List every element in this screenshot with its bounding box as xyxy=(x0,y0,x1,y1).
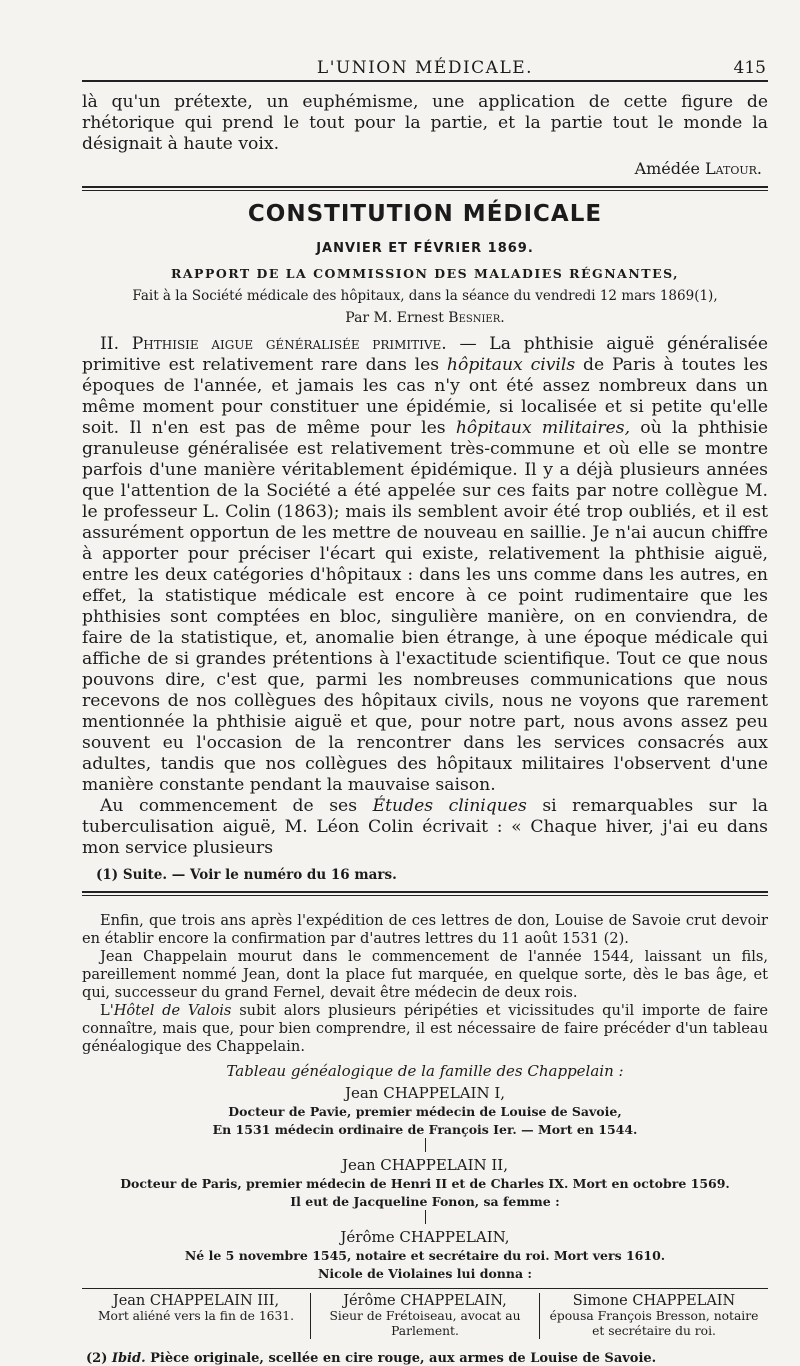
footnote-1: (1) Suite. — Voir le numéro du 16 mars. xyxy=(96,867,397,883)
child-name: Simone CHAPPELAIN xyxy=(572,1293,736,1309)
genealogy-child xyxy=(82,1293,310,1339)
genealogy-gen3-desc-2: Nicole de Violaines lui donna : xyxy=(317,1266,533,1281)
genealogy-gen2-desc-1: Docteur de Paris, premier médecin de Henri II et de Charles IX. Mort en octobre 1569. xyxy=(120,1176,730,1191)
child-desc: Mort aliéné vers la fin de 1631. xyxy=(97,1309,295,1323)
report-line: Fait à la Société médicale des hôpitaux, dans la séance du vendredi 12 mars 1869(1), xyxy=(132,288,718,304)
section-title: CONSTITUTION MÉDICALE xyxy=(247,201,603,227)
author-prefix: Par M. Ernest xyxy=(345,310,444,326)
genealogy-connector xyxy=(425,1138,426,1152)
genealogy-connector xyxy=(425,1210,426,1224)
page xyxy=(82,54,768,1366)
emphasis-civil: hôpitaux civils xyxy=(446,355,576,375)
feuilleton xyxy=(82,912,768,1366)
feuilleton-paragraph-2: Jean Chappelain mourut dans le commencement de l'année 1544, laissant un fils, pareillement nommé Jean, dont la place fut marquée, en quelque sorte, dès le bas âge, et qui, successeur du grand Fernel, devait être médecin de deux rois. xyxy=(82,948,768,1001)
genealogy-gen1-name: Jean CHAPPELAIN I, xyxy=(344,1084,506,1102)
page-number: 415 xyxy=(733,58,766,78)
paragraph-heading: II. Phthisie aigue généralisée primitive. xyxy=(100,334,447,354)
emphasis-etudes: Études cliniques xyxy=(372,796,527,816)
genealogy-children xyxy=(82,1288,768,1339)
child-name: Jean CHAPPELAIN III, xyxy=(112,1293,280,1309)
child-name: Jérôme CHAPPELAIN, xyxy=(343,1293,507,1309)
section-period: JANVIER ET FÉVRIER 1869. xyxy=(316,241,534,256)
child-desc: épousa François Bresson, notaire et secrétaire du roi. xyxy=(549,1309,759,1338)
feuilleton-rule xyxy=(82,891,768,896)
report-title: RAPPORT DE LA COMMISSION DES MALADIES RÉGNANTES, xyxy=(170,266,680,281)
genealogy-gen1-desc-2: En 1531 médecin ordinaire de François Ier. — Mort en 1544. xyxy=(212,1122,638,1137)
feuilleton-paragraph-3: L'Hôtel de Valois subit alors plusieurs péripéties et vicissitudes qu'il importe de faire connaître, mais que, pour bien comprendre, il est nécessaire de faire précéder d'un tableau généalogique des Chappelain. xyxy=(82,1002,768,1055)
body-paragraph-2: Au commencement de ses Études cliniques si remarquables sur la tuberculisation aiguë, M. Léon Colin écrivait : « Chaque hiver, j'ai eu dans mon service plusieurs xyxy=(82,796,768,858)
genealogy-child xyxy=(539,1293,768,1339)
running-title: L'UNION MÉDICALE. xyxy=(316,58,534,78)
section-rule xyxy=(82,186,768,191)
child-desc: Sieur de Frétoiseau, avocat au Parlement. xyxy=(329,1309,521,1338)
genealogy-gen3-desc-1: Né le 5 novembre 1545, notaire et secrétaire du roi. Mort vers 1610. xyxy=(184,1248,666,1263)
feuilleton-paragraph-1: Enfin, que trois ans après l'expédition de ces lettres de don, Louise de Savoie crut devoir en établir encore la confirmation par d'autres lettres du 11 août 1531 (2). xyxy=(82,912,768,947)
signature xyxy=(82,159,762,178)
signature-last: Latour. xyxy=(705,159,762,178)
genealogy-child xyxy=(310,1293,539,1339)
running-head xyxy=(82,54,768,82)
genealogy-gen2-name: Jean CHAPPELAIN II, xyxy=(341,1156,509,1174)
signature-first: Amédée xyxy=(634,159,700,178)
author-line xyxy=(82,310,768,326)
author-last: Besnier. xyxy=(448,310,505,326)
body-paragraph-1: II. Phthisie aigue généralisée primitive. — La phthisie aiguë généralisée primitive est relativement rare dans les hôpitaux civils de Paris à toutes les époques de l'année, et jamais les cas n'y ont été assez nombreux dans un même moment pour constituer une épidémie, si localisée et si petite qu'elle soit. Il n'en est pas de même pour les hôpitaux militaires, où la phthisie granuleuse généralisée est relativement très-commune et où elle se montre parfois d'une manière véritablement épidémique. Il y a déjà plusieurs années que l'attention de la Société a été appelée sur ces faits par notre collègue M. le professeur L. Colin (1863); mais ils semblent avoir été trop oubliés, et il est assurément opportun de les mettre de nouveau en saillie. Je n'ai aucun chiffre à apporter pour préciser l'écart qui existe, relativement la phthisie aiguë, entre les deux catégories d'hôpitaux : dans les uns comme dans les autres, en effet, la statistique médicale est encore à ce point rudimentaire que les phthisies sont comptées en bloc, singulière manière, on en conviendra, de faire de la statistique, et, anomalie bien étrange, à une époque médicale qui affiche de si grandes prétentions à l'exactitude scientifique. Tout ce que nous pouvons dire, c'est que, parmi les nombreuses communications que nous recevons de nos collègues des hôpitaux civils, nous ne voyons que rarement mentionnée la phthisie aiguë et que, pour notre part, nous avons assez peu souvent eu l'occasion de la rencontrer dans les services consacrés aux adultes, tandis que nos collègues des hôpitaux militaires l'observent d'une manière constante pendant la mauvaise saison. xyxy=(82,334,768,795)
intro-paragraph: là qu'un prétexte, un euphémisme, une application de cette figure de rhétorique qui prend le tout pour la partie, et la partie tout le monde la désignait à haute voix. xyxy=(82,92,768,154)
emphasis-military: hôpitaux militaires, xyxy=(455,418,631,438)
genealogy-gen2-desc-2: Il eut de Jacqueline Fonon, sa femme : xyxy=(290,1194,560,1209)
footnote-2: (2) Ibid. Pièce originale, scellée en cire rouge, aux armes de Louise de Savoie. xyxy=(86,1351,657,1366)
genealogy-gen3-name: Jérôme CHAPPELAIN, xyxy=(340,1228,510,1246)
genealogy-title: Tableau généalogique de la famille des Chappelain : xyxy=(226,1062,624,1080)
genealogy-gen1-desc-1: Docteur de Pavie, premier médecin de Louise de Savoie, xyxy=(228,1104,622,1119)
